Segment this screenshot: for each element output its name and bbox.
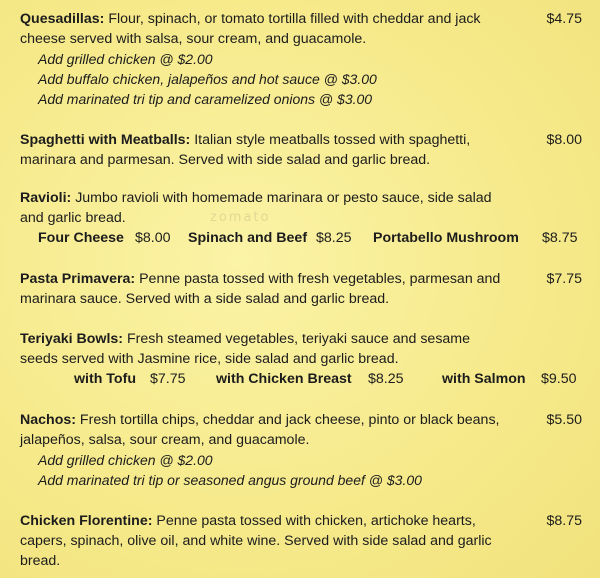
menu-item-pasta-primavera	[20, 269, 590, 309]
variant-row	[20, 228, 590, 248]
addon-option: Add buffalo chicken, jalapeños and hot sauce @ $3.00	[38, 71, 377, 87]
menu-item-spaghetti	[20, 130, 590, 170]
menu-item-chicken-florentine	[20, 511, 590, 571]
item-price: $7.75	[546, 271, 582, 287]
variant-price: $8.25	[316, 230, 352, 246]
addon-option: Add grilled chicken @ $2.00	[38, 452, 213, 468]
item-description-cont: capers, spinach, olive oil, and white wine. Served with side salad and garlic	[20, 533, 492, 549]
item-description-cont: and garlic bread.	[20, 210, 126, 226]
variant-price: $8.25	[368, 371, 404, 387]
item-description-cont: cheese served with salsa, sour cream, and guacamole.	[20, 31, 367, 47]
variant-name: Portabello Mushroom	[373, 230, 519, 246]
variant-name: with Chicken Breast	[216, 371, 352, 387]
item-line	[20, 410, 590, 430]
item-line	[20, 188, 590, 208]
item-line	[20, 9, 590, 29]
item-line	[20, 130, 590, 150]
variant-name: Spinach and Beef	[188, 230, 308, 246]
variant-name: with Salmon	[442, 371, 526, 387]
addon-option: Add marinated tri tip or seasoned angus ground beef @ $3.00	[38, 472, 422, 488]
item-description: Flour, spinach, or tomato tortilla filled with cheddar and jack	[104, 11, 481, 27]
addon-option: Add marinated tri tip and caramelized onions @ $3.00	[38, 91, 373, 107]
item-line	[20, 329, 590, 349]
item-price: $5.50	[546, 412, 582, 428]
menu-item-nachos	[20, 410, 590, 490]
watermark: zomato	[210, 210, 271, 225]
item-name: Quesadillas:	[20, 11, 105, 27]
variant-row	[20, 369, 590, 389]
variant-price: $8.00	[135, 230, 171, 246]
item-price: $4.75	[546, 11, 582, 27]
menu-item-teriyaki-bowls	[20, 329, 590, 389]
item-description: Fresh tortilla chips, cheddar and jack cheese, pinto or black beans,	[75, 412, 500, 428]
variant-price: $7.75	[150, 371, 186, 387]
item-name: Ravioli:	[20, 190, 72, 206]
addon-option: Add grilled chicken @ $2.00	[38, 51, 213, 67]
item-name: Pasta Primavera:	[20, 271, 136, 287]
item-name: Chicken Florentine:	[20, 513, 153, 529]
item-description-cont: seeds served with Jasmine rice, side salad and garlic bread.	[20, 351, 399, 367]
item-description: Penne pasta tossed with fresh vegetables, parmesan and	[135, 271, 501, 287]
item-name: Spaghetti with Meatballs:	[20, 132, 191, 148]
item-description-cont: marinara sauce. Served with a side salad and garlic bread.	[20, 291, 390, 307]
item-line	[20, 269, 590, 289]
item-description: Penne pasta tossed with chicken, artichoke hearts,	[152, 513, 476, 529]
item-description-cont: marinara and parmesan. Served with side salad and garlic bread.	[20, 152, 431, 168]
item-price: $8.00	[546, 132, 582, 148]
variant-price: $8.75	[542, 230, 578, 246]
item-line	[20, 511, 590, 531]
item-description-cont: bread.	[20, 553, 61, 569]
item-description-cont: jalapeños, salsa, sour cream, and guacamole.	[20, 432, 310, 448]
item-description: Fresh steamed vegetables, teriyaki sauce and sesame	[123, 331, 471, 347]
item-name: Nachos:	[20, 412, 76, 428]
variant-name: with Tofu	[74, 371, 136, 387]
item-price: $8.75	[546, 513, 582, 529]
variant-price: $9.50	[541, 371, 577, 387]
variant-name: Four Cheese	[38, 230, 124, 246]
menu-item-quesadillas	[20, 9, 590, 109]
menu-item-ravioli	[20, 188, 590, 248]
item-name: Teriyaki Bowls:	[20, 331, 124, 347]
item-description: Jumbo ravioli with homemade marinara or pesto sauce, side salad	[71, 190, 492, 206]
item-description: Italian style meatballs tossed with spaghetti,	[190, 132, 471, 148]
